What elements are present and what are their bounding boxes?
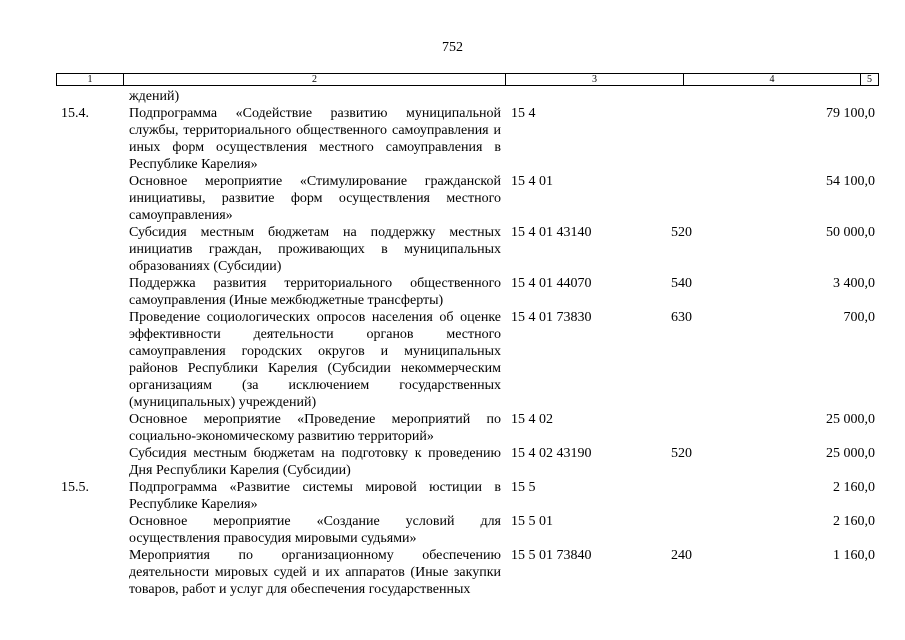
- row-expense-type: 630: [671, 310, 692, 325]
- row-code: 15 4 01 43140: [511, 225, 592, 240]
- row-code: 15 4 01 44070: [511, 276, 592, 291]
- column-header-row: [56, 73, 879, 86]
- table-row: [0, 479, 905, 513]
- row-expense-type: 520: [671, 225, 692, 240]
- table-row: [0, 88, 905, 105]
- row-name: Основное мероприятие «Стимулирование гражданской инициативы, развитие форм осуществления местного самоуправления»: [129, 174, 501, 223]
- column-header-4: 4: [684, 74, 861, 85]
- row-amount: 3 400,0: [833, 276, 875, 291]
- column-header-1: 1: [57, 74, 124, 85]
- table-row: [0, 309, 905, 411]
- row-amount: 25 000,0: [826, 412, 875, 427]
- table-row: [0, 513, 905, 547]
- row-code: 15 5: [511, 480, 536, 495]
- row-amount: 2 160,0: [833, 480, 875, 495]
- row-amount: 1 160,0: [833, 548, 875, 563]
- budget-table-body: [0, 88, 905, 598]
- row-amount: 79 100,0: [826, 106, 875, 121]
- row-amount: 50 000,0: [826, 225, 875, 240]
- column-header-5: 5: [867, 74, 872, 85]
- table-row: [0, 105, 905, 173]
- row-code: 15 4 02: [511, 412, 553, 427]
- row-name: Подпрограмма «Содействие развитию муниципальной службы, территориального общественного самоуправления и иных форм осуществления местного самоуправления в Республике Карелия»: [129, 106, 501, 172]
- row-amount: 54 100,0: [826, 174, 875, 189]
- column-header-2: 2: [124, 74, 506, 85]
- row-name: Субсидия местным бюджетам на подготовку к проведению Дня Республики Карелия (Субсидии): [129, 446, 501, 478]
- row-name: Проведение социологических опросов населения об оценке эффективности деятельности органов местного самоуправления городских округов и муниципальных районов Республики Карелия (Субсидии некоммерческим организациям (за исключением государственных (муниципальных) учреждений): [129, 310, 501, 410]
- row-amount: 700,0: [843, 310, 875, 325]
- row-name: Мероприятия по организационному обеспечению деятельности мировых судей и их аппаратов (Иные закупки товаров, работ и услуг для обеспечения государственных: [129, 548, 501, 597]
- row-expense-type: 540: [671, 276, 692, 291]
- row-code: 15 4: [511, 106, 536, 121]
- row-name: Основное мероприятие «Проведение мероприятий по социально-экономическому развитию территорий»: [129, 412, 501, 444]
- table-row: [0, 445, 905, 479]
- table-row: [0, 173, 905, 224]
- row-amount: 2 160,0: [833, 514, 875, 529]
- row-expense-type: 240: [671, 548, 692, 563]
- row-code: 15 5 01 73840: [511, 548, 592, 563]
- row-code: 15 5 01: [511, 514, 553, 529]
- column-header-3: 3: [506, 74, 684, 85]
- row-expense-type: 520: [671, 446, 692, 461]
- row-name: Подпрограмма «Развитие системы мировой юстиции в Республике Карелия»: [129, 480, 501, 512]
- table-row: [0, 224, 905, 275]
- row-number: 15.5.: [61, 480, 89, 495]
- row-name: Поддержка развития территориального общественного самоуправления (Иные межбюджетные трансферты): [129, 276, 501, 308]
- row-code: 15 4 01: [511, 174, 553, 189]
- table-row: [0, 411, 905, 445]
- row-name: Субсидия местным бюджетам на поддержку местных инициатив граждан, проживающих в муниципальных образованиях (Субсидии): [129, 225, 501, 274]
- page-number: 752: [442, 40, 463, 55]
- row-code: 15 4 02 43190: [511, 446, 592, 461]
- row-code: 15 4 01 73830: [511, 310, 592, 325]
- row-name: ждений): [129, 89, 180, 104]
- table-row: [0, 275, 905, 309]
- table-row: [0, 547, 905, 598]
- row-number: 15.4.: [61, 106, 89, 121]
- row-name: Основное мероприятие «Создание условий для осуществления правосудия мировыми судьями»: [129, 514, 501, 546]
- row-amount: 25 000,0: [826, 446, 875, 461]
